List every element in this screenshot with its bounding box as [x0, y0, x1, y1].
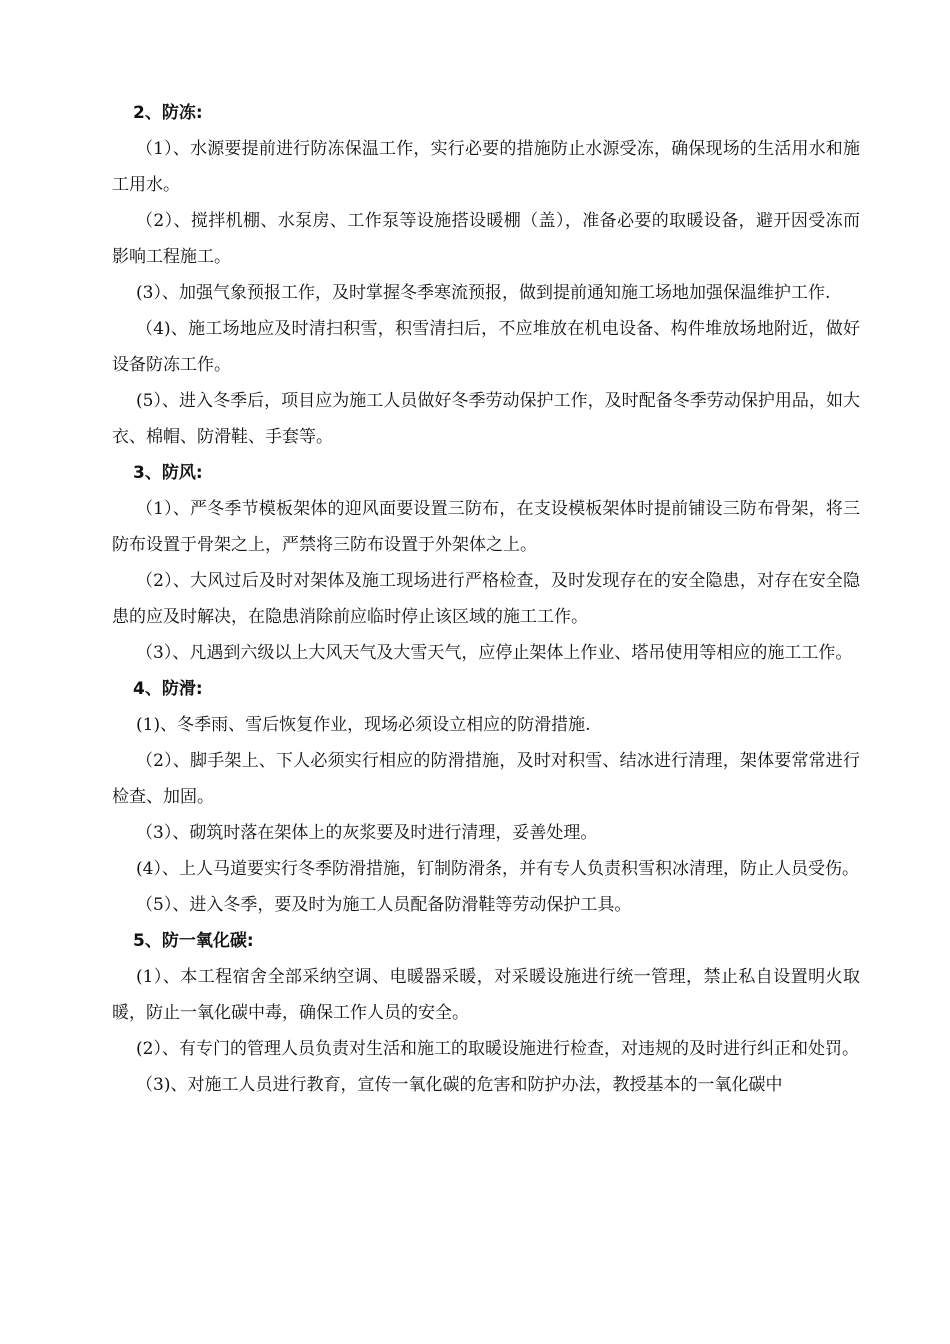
paragraph: (5）、进入冬季后，项目应为施工人员做好冬季劳动保护工作，及时配备冬季劳动保护用品，如大衣、棉帽、防滑鞋、手套等。	[112, 391, 860, 447]
paragraph: (2）、有专门的管理人员负责对生活和施工的取暖设施进行检查，对违规的及时进行纠正和处罚。	[136, 1039, 859, 1059]
section-carbon-monoxide	[112, 923, 860, 1103]
section-wind-protection	[112, 455, 860, 671]
paragraph: （5）、进入冬季，要及时为施工人员配备防滑鞋等劳动保护工具。	[136, 895, 632, 915]
section-heading: 5、防一氧化碳:	[133, 931, 254, 951]
paragraph: （2）、搅拌机棚、水泵房、工作泵等设施搭设暖棚（盖），准备必要的取暖设备，避开因受冻而影响工程施工。	[112, 211, 860, 267]
section-heading: 4、防滑:	[133, 679, 203, 699]
section-anti-freeze	[112, 95, 860, 455]
section-heading: 2、防冻:	[133, 103, 203, 123]
section-heading: 3、防风:	[133, 463, 203, 483]
paragraph: (4）、上人马道要实行冬季防滑措施，钉制防滑条，并有专人负责积雪积冰清理，防止人员受伤。	[136, 859, 859, 879]
paragraph: （3）、凡遇到六级以上大风天气及大雪天气，应停止架体上作业、塔吊使用等相应的施工工作。	[136, 643, 853, 663]
paragraph: （2）、脚手架上、下人必须实行相应的防滑措施，及时对积雪、结冰进行清理，架体要常常进行检查、加固。	[112, 751, 860, 807]
paragraph: （3）、砌筑时落在架体上的灰浆要及时进行清理，妥善处理。	[136, 823, 598, 843]
document-body	[112, 95, 860, 1103]
paragraph: (1)、冬季雨、雪后恢复作业，现场必须设立相应的防滑措施.	[136, 715, 591, 735]
paragraph: (3）、加强气象预报工作，及时掌握冬季寒流预报，做到提前通知施工场地加强保温维护工作.	[136, 283, 831, 303]
paragraph: (1）、本工程宿舍全部采纳空调、电暖器采暖，对采暖设施进行统一管理，禁止私自设置明火取暖，防止一氧化碳中毒，确保工作人员的安全。	[112, 967, 860, 1023]
paragraph: （3)、对施工人员进行教育，宣传一氧化碳的危害和防护办法，教授基本的一氧化碳中	[136, 1075, 783, 1095]
paragraph: （2）、大风过后及时对架体及施工现场进行严格检查，及时发现存在的安全隐患，对存在安全隐患的应及时解决，在隐患消除前应临时停止该区域的施工工作。	[112, 571, 860, 627]
paragraph: （1）、严冬季节模板架体的迎风面要设置三防布，在支设模板架体时提前铺设三防布骨架，将三防布设置于骨架之上，严禁将三防布设置于外架体之上。	[112, 499, 860, 555]
section-anti-slip	[112, 671, 860, 923]
paragraph: （1）、水源要提前进行防冻保温工作，实行必要的措施防止水源受冻，确保现场的生活用水和施工用水。	[112, 139, 860, 195]
paragraph: （4)、施工场地应及时清扫积雪，积雪清扫后，不应堆放在机电设备、构件堆放场地附近，做好设备防冻工作。	[112, 319, 860, 375]
